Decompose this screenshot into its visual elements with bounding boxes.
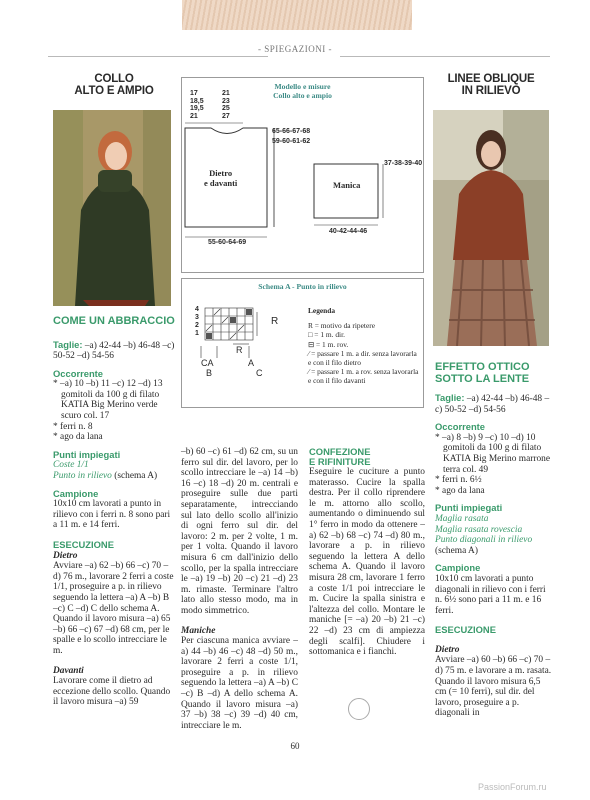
right-text-column	[435, 362, 553, 719]
left-davanti-text: Lavorare come il dietro ad eccezione dello scollo. Quando il lavoro misura –a) 59	[53, 676, 171, 708]
right-taglie	[435, 393, 553, 415]
right-esecuzione-label: ESECUZIONE	[435, 624, 496, 636]
confezione-label-2: E RIFINITURE	[309, 456, 371, 467]
body-label-1: Dietro	[209, 168, 233, 178]
schema-r-right: R	[271, 316, 279, 327]
left-punti-2: Punto in rilievo	[53, 471, 112, 482]
left-punti-1: Coste 1/1	[53, 460, 89, 471]
neck-col-1-c: 19,5	[190, 105, 204, 112]
row-2: 2	[195, 322, 199, 329]
body-side-measure-1: 65-66-67-68	[272, 128, 311, 135]
schema-letter-b: B	[206, 368, 213, 378]
right-dietro-label: Dietro	[435, 644, 460, 655]
left-occorrente-label: Occorrente	[53, 367, 104, 379]
legend-title: Legenda	[308, 306, 336, 315]
legend-item-1: R = motivo da ripetere	[308, 321, 375, 331]
section-header: - SPIEGAZIONI -	[258, 44, 332, 54]
left-title-line1: COLLO	[94, 73, 134, 85]
middle-text-column	[181, 447, 298, 731]
yarn-ball-logo	[348, 698, 370, 720]
left-occ-1: * –a) 10 –b) 11 –c) 12 –d) 13 gomitoli da 100 g di filato KATIA Big Merino verde scuro col. 17	[53, 379, 163, 422]
header-rule-left	[48, 56, 268, 57]
left-taglie	[53, 340, 175, 362]
sleeve-height: 37-38-39-40	[384, 160, 423, 167]
confezione-text: Eseguire le cuciture a punto materasso. Cucire la spalla destra. Per il collo riprendere le m. attorno allo scollo, aumentando o diminuendo sul 1° ferro in modo da ottenere –a) 62 –b) 68 –c) 74 –d) 80 m., lavorare a p. in rilievo seguendo la lettera A dello schema A. Quando il lavoro misura 28 cm, lavorare 1 ferro a coste 1/1 poi intrecciare le m. Cucire la spalla sinistra e l'altezza del collo. Montare le maniche [= –a) 20 –b) 21 –c) 22 –d) 23 cm di ampiezza degli scalfi]. Chiudere i sottomanica e i fianchi.	[309, 467, 425, 658]
left-punti-label: Punti impiegati	[53, 448, 121, 460]
schema-letter-ca: CA	[201, 358, 214, 368]
right-subtitle-2: SOTTO LA LENTE	[435, 372, 530, 385]
right-occorrente-label: Occorrente	[435, 421, 486, 433]
right-punti-3: Punto diagonali in rilievo	[435, 535, 533, 546]
schema-letter-c: C	[256, 368, 263, 378]
sleeve-label: Manica	[333, 180, 361, 190]
measurements-title-1: Modello e misure	[274, 82, 331, 91]
right-occ-1: * –a) 8 –b) 9 –c) 10 –d) 10 gomitoli da 100 g di filato KATIA Big Merino marrone terra col. 49	[435, 432, 551, 475]
left-taglie-label: Taglie:	[53, 338, 83, 350]
body-width: 55-60-64-69	[208, 239, 247, 246]
neck-col-2-c: 25	[222, 105, 230, 112]
left-esecuzione-label: ESECUZIONE	[53, 539, 114, 550]
header-rule-right	[340, 56, 550, 57]
right-title-line2: IN RILIEVO	[461, 85, 521, 97]
watermark: PassionForum.ru	[478, 782, 547, 792]
body-label	[204, 168, 237, 188]
right-punti-label: Punti impiegati	[435, 502, 503, 514]
maniche-label: Maniche	[181, 625, 216, 636]
left-occ-3: * ago da lana	[53, 432, 103, 443]
schema-a-title: Schema A - Punto in rilievo	[258, 282, 347, 291]
right-title	[432, 73, 550, 97]
right-occ-2: * ferri n. 6½	[435, 475, 482, 486]
schema-legend	[308, 306, 420, 386]
neck-col-2-d: 27	[222, 112, 230, 120]
middle-text: –b) 60 –c) 61 –d) 62 cm, su un ferro sul dir. del lavoro, per lo scollo intrecciare le –a) 14 –b) 16 –c) 18 –d) 20 m. centrali e proseguire sulle due parti separatamente, intrecciando sul lato dello scollo all'inizio di ogni ferro sul dir. del lavoro: 2 m. per 2 volte, 1 m. per 1 volta. Quando il lavoro misura 6 cm dall'inizio dello scollo, per la spalla intrecciare le –a) 19 –b) 20 –c) 21 –d) 23 m. rimaste. Terminare l'altro lato allo stesso modo, ma in modo simmetrico.	[181, 447, 298, 616]
sleeve-width: 40-42-44-46	[329, 228, 368, 235]
left-davanti-label: Davanti	[53, 665, 84, 676]
left-column	[53, 73, 175, 97]
right-punti-2: Maglia rasata rovescia	[435, 524, 523, 535]
body-label-2: e davanti	[204, 178, 238, 188]
left-punti-2b: (schema A)	[111, 471, 158, 482]
neck-col-1-d: 21	[190, 112, 198, 120]
confezione-label-1: CONFEZIONE	[309, 446, 371, 457]
left-model-photo	[53, 110, 171, 306]
right-taglie-value: –a) 42-44 –b) 46-48 –c) 50-52 –d) 54-56	[435, 394, 550, 415]
right-title-line1: LINEE OBLIQUE	[447, 73, 535, 85]
right-campione-label: Campione	[435, 562, 481, 574]
left-campione-text: 10x10 cm lavorati a punto in rilievo con i ferri n. 8 sono pari a 11 m. e 14 ferri.	[53, 499, 171, 531]
body-side-measure-2: 59-60-61-62	[272, 138, 311, 145]
maniche-text: Per ciascuna manica avviare –a) 44 –b) 46 –c) 48 –d) 50 m., lavorare 2 ferri a coste 1/1, proseguire a p. in rilievo seguendo la lettera –a) A –b) C –c) B –d) A dello schema A. Quando il lavoro misura –a) 37 –b) 38 –c) 39 –d) 40 cm, intrecciare le m.	[181, 636, 298, 731]
right-dietro-text: Avviare –a) 60 –b) 66 –c) 70 –d) 75 m. e lavorare a m. rasata. Quando il lavoro misura 6,5 cm (= 10 ferri), sul dir. del lavoro, proseguire a p. diagonali in	[435, 655, 552, 719]
right-model-photo	[433, 110, 549, 346]
row-4: 4	[195, 306, 199, 313]
right-photo-illustration	[433, 110, 549, 346]
left-subtitle: COME UN ABBRACCIO	[53, 315, 175, 327]
right-punti-3b: (schema A)	[435, 545, 478, 556]
schema-letter-a: A	[248, 358, 255, 368]
page-number: 60	[290, 741, 300, 751]
top-knit-photo-strip	[182, 0, 412, 30]
row-3: 3	[195, 314, 199, 321]
left-text-column	[53, 316, 175, 708]
right-subtitle-1: EFFETTO OTTICO	[435, 361, 530, 373]
neck-col-1-b: 18,5	[190, 97, 204, 105]
row-1: 1	[195, 330, 199, 337]
left-taglie-value: –a) 42-44 –b) 46-48 –c) 50-52 –d) 54-56	[53, 340, 175, 362]
schema-row-numbers	[195, 306, 199, 338]
measurements-title-2: Collo alto e ampio	[273, 91, 332, 100]
confezione-label	[309, 447, 425, 467]
legend-item-2: □ = 1 m. dir.	[308, 330, 345, 340]
left-dietro-label: Dietro	[53, 550, 78, 561]
left-photo-illustration	[53, 110, 171, 306]
legend-item-5: ⁄ = passare 1 m. a rov. senza lavorarla e con il filo davanti	[308, 367, 419, 386]
left-punti-2-line	[53, 471, 175, 482]
right-punti-1: Maglia rasata	[435, 513, 489, 524]
confezione-column	[309, 447, 425, 658]
right-taglie-label: Taglie:	[435, 392, 465, 403]
neck-col-2-b: 23	[222, 97, 230, 105]
left-occ-2: * ferri n. 8	[53, 421, 93, 432]
legend-item-3: ⊟ = 1 m. rov.	[308, 339, 349, 349]
right-campione-text: 10x10 cm lavorati a punto diagonali in rilievo con i ferri n. 6½ sono pari a 11 m. e 16 ferri.	[435, 573, 546, 616]
schema-letter-r: R	[236, 345, 243, 355]
legend-item-4: ⁄ = passare 1 m. a dir. senza lavorarla e con il filo dietro	[308, 348, 417, 368]
left-title-line2: ALTO E AMPIO	[74, 85, 154, 97]
neck-col-2-a: 21	[222, 90, 230, 97]
right-occ-3: * ago da lana	[435, 485, 485, 496]
left-campione-label: Campione	[53, 487, 99, 499]
left-dietro-text: Avviare –a) 62 –b) 66 –c) 70 –d) 76 m., lavorare 2 ferri a coste 1/1, proseguire a p. in rilievo seguendo la lettera –a) A –b) B –c) C –d) C dello schema A. Quando il lavoro misura –a) 65 –b) 66 –c) 67 –d) 68 cm, per le spalle e lo scollo intrecciare le m.	[53, 561, 174, 656]
neck-col-1-a: 17	[190, 90, 198, 97]
